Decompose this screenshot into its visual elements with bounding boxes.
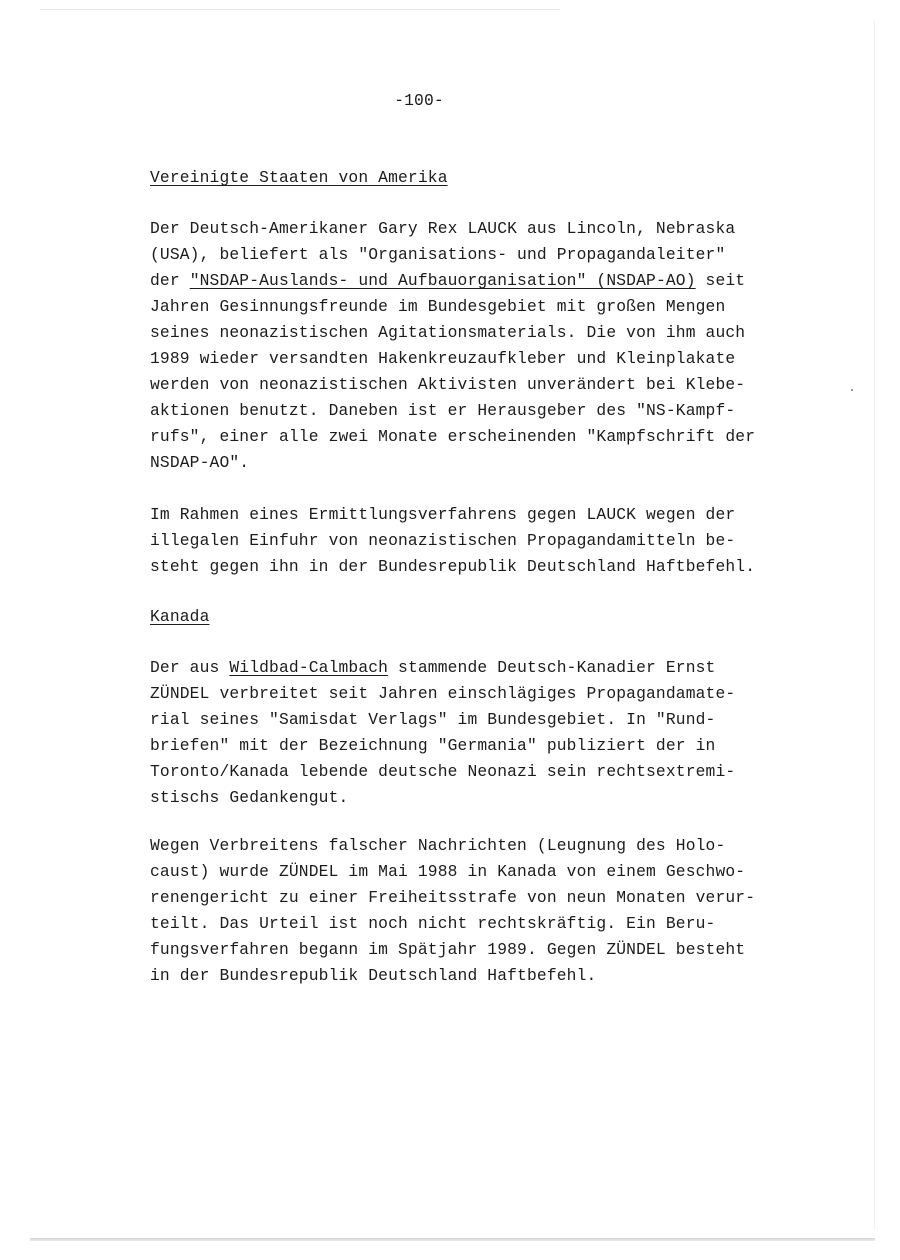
text-line: aktionen benutzt. Daneben ist er Herausgeber des "NS-Kampf-	[150, 401, 736, 420]
text-line: (USA), beliefert als "Organisations- und Propagandaleiter"	[150, 245, 726, 264]
paragraph-lauck-2	[150, 502, 810, 580]
section-heading-usa: Vereinigte Staaten von Amerika	[150, 168, 448, 187]
text-fragment: seit	[695, 271, 746, 290]
scan-edge-top	[40, 9, 560, 10]
text-fragment: Der aus	[150, 658, 230, 677]
text-line: caust) wurde ZÜNDEL im Mai 1988 in Kanada von einem Geschwo-	[150, 862, 746, 881]
page-number: -100-	[394, 91, 444, 110]
text-line: NSDAP-AO".	[150, 453, 250, 472]
text-line: in der Bundesrepublik Deutschland Haftbefehl.	[150, 966, 597, 985]
scan-edge-right	[874, 20, 875, 1230]
text-line: Toronto/Kanada lebende deutsche Neonazi sein rechtsextremi-	[150, 762, 736, 781]
text-line: seines neonazistischen Agitationsmaterials. Die von ihm auch	[150, 323, 746, 342]
text-line: Jahren Gesinnungsfreunde im Bundesgebiet mit großen Mengen	[150, 297, 726, 316]
text-line: 1989 wieder versandten Hakenkreuzaufkleber und Kleinplakate	[150, 349, 736, 368]
text-line: renengericht zu einer Freiheitsstrafe von neun Monaten verur-	[150, 888, 756, 907]
paragraph-zuendel-2	[150, 833, 810, 989]
text-line: briefen" mit der Bezeichnung "Germania" publiziert der in	[150, 736, 716, 755]
scan-edge-bottom	[30, 1238, 875, 1241]
paragraph-zuendel-1	[150, 655, 810, 811]
text-line: steht gegen ihn in der Bundesrepublik Deutschland Haftbefehl.	[150, 557, 756, 576]
text-line	[150, 655, 810, 681]
text-line: Der Deutsch-Amerikaner Gary Rex LAUCK aus Lincoln, Nebraska	[150, 219, 736, 238]
text-line: illegalen Einfuhr von neonazistischen Propagandamitteln be-	[150, 531, 736, 550]
text-line: rufs", einer alle zwei Monate erscheinenden "Kampfschrift der	[150, 427, 756, 446]
text-line: fungsverfahren begann im Spätjahr 1989. Gegen ZÜNDEL besteht	[150, 940, 746, 959]
text-line	[150, 268, 810, 294]
text-line: rial seines "Samisdat Verlags" im Bundesgebiet. In "Rund-	[150, 710, 716, 729]
margin-mark	[851, 389, 853, 391]
text-line: Wegen Verbreitens falscher Nachrichten (Leugnung des Holo-	[150, 836, 726, 855]
text-line: stischs Gedankengut.	[150, 788, 349, 807]
text-line: werden von neonazistischen Aktivisten unverändert bei Klebe-	[150, 375, 746, 394]
paragraph-lauck-1	[150, 216, 810, 476]
text-line: ZÜNDEL verbreitet seit Jahren einschlägiges Propagandamate-	[150, 684, 736, 703]
text-fragment: stammende Deutsch-Kanadier Ernst	[388, 658, 716, 677]
section-heading-kanada: Kanada	[150, 607, 210, 626]
place-name: Wildbad-Calmbach	[229, 658, 389, 677]
text-line: Im Rahmen eines Ermittlungsverfahrens gegen LAUCK wegen der	[150, 505, 736, 524]
text-fragment: der	[150, 271, 190, 290]
organization-name: "NSDAP-Auslands- und Aufbauorganisation" (NSDAP-AO)	[189, 271, 696, 290]
text-line: teilt. Das Urteil ist noch nicht rechtskräftig. Ein Beru-	[150, 914, 716, 933]
